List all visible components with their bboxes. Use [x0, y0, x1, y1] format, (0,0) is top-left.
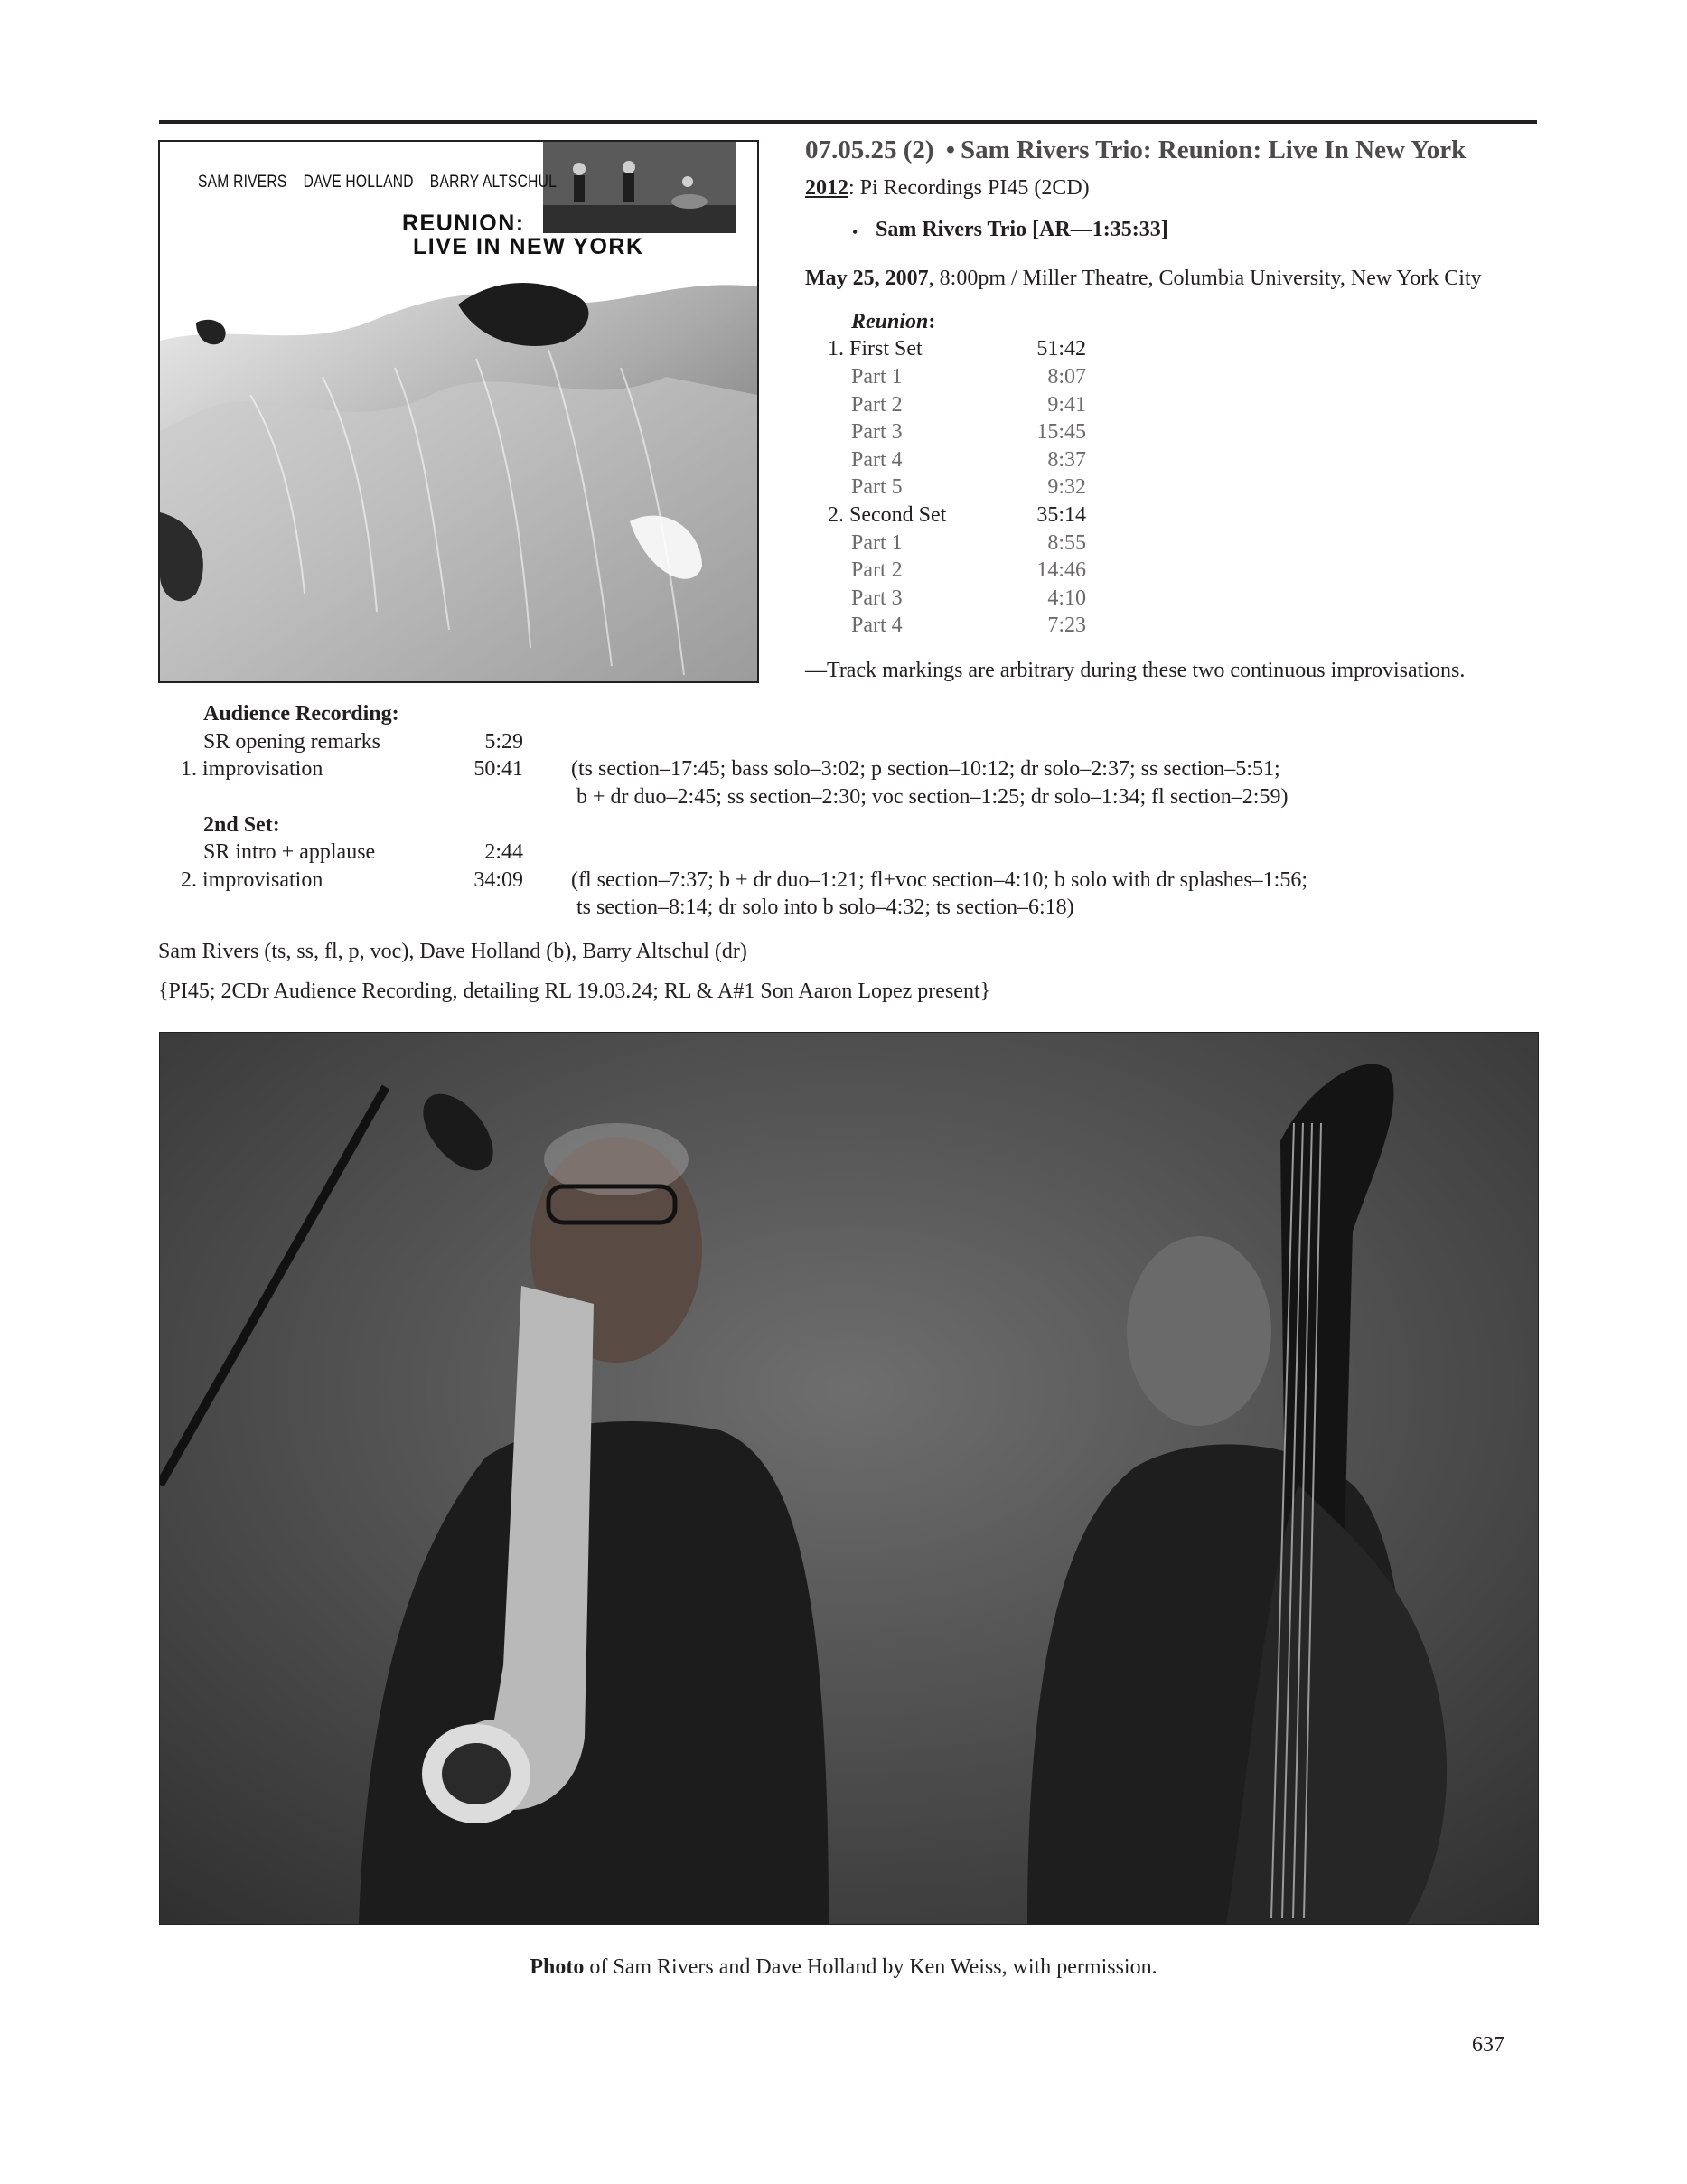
- caption-bold: Photo: [530, 1955, 585, 1979]
- entry-id: 07.05.25 (2): [805, 136, 934, 164]
- personnel-line: Sam Rivers (ts, ss, fl, p, voc), Dave Holland (b), Barry Altschul (dr): [158, 940, 747, 963]
- audience-row-detail: b + dr duo–2:45; ss section–2:30; voc section–1:25; dr solo–1:34; fl section–2:59): [576, 785, 1289, 809]
- set-label: 2. Second Set: [828, 503, 947, 527]
- set-label: 1. First Set: [828, 337, 923, 361]
- audience-row-time: 50:41: [473, 757, 523, 781]
- entry-title: Sam Rivers Trio: Reunion: Live In New York: [960, 136, 1467, 164]
- part-time: 8:07: [1047, 365, 1086, 389]
- tracklist-heading-text: Reunion: [851, 310, 929, 333]
- part-time: 7:23: [1047, 614, 1086, 637]
- entry-heading: [805, 136, 1466, 165]
- audience-row-detail: (ts section–17:45; bass solo–3:02; p section–10:12; dr solo–2:37; ss section–5:51;: [571, 757, 1280, 781]
- tracklist-heading: [851, 311, 935, 333]
- audience-row-detail: (fl section–7:37; b + dr duo–1:21; fl+voc section–4:10; b solo with dr splashes–1:56;: [571, 868, 1307, 892]
- part-label: Part 2: [851, 558, 903, 582]
- caption-text: of Sam Rivers and Dave Holland by Ken Weiss, with permission.: [584, 1955, 1157, 1979]
- venue: , 8:00pm / Miller Theatre, Columbia University, New York City: [928, 267, 1482, 290]
- audience-row-time: 5:29: [484, 730, 523, 754]
- audience-row-label: 2. improvisation: [181, 868, 323, 892]
- release-label: : Pi Recordings PI45 (2CD): [848, 176, 1090, 200]
- part-time: 9:32: [1047, 475, 1086, 499]
- cover-name: DAVE HOLLAND: [303, 173, 414, 192]
- part-time: 8:55: [1047, 531, 1086, 555]
- part-time: 9:41: [1047, 393, 1086, 417]
- part-time: 14:46: [1036, 558, 1086, 582]
- audience-row-label: SR intro + applause: [203, 840, 376, 864]
- page-number: 637: [1472, 2033, 1504, 2057]
- set2-heading: 2nd Set:: [203, 813, 280, 837]
- audience-row-time: 34:09: [473, 868, 523, 892]
- bullet-icon: •: [852, 223, 858, 241]
- part-label: Part 1: [851, 365, 903, 389]
- audience-row-detail: ts section–8:14; dr solo into b solo–4:32; ts section–6:18): [576, 895, 1074, 919]
- cover-name: BARRY ALTSCHUL: [429, 173, 558, 192]
- cover-name: SAM RIVERS: [198, 173, 287, 192]
- bullet: •: [945, 136, 955, 164]
- photo-caption: [0, 1956, 1687, 1978]
- part-label: Part 1: [851, 531, 903, 555]
- part-time: 15:45: [1036, 420, 1086, 444]
- part-time: 8:37: [1047, 448, 1086, 472]
- audience-heading: Audience Recording:: [203, 702, 399, 726]
- audience-row-label: SR opening remarks: [203, 730, 380, 754]
- audience-row-label: 1. improvisation: [181, 757, 323, 781]
- recording-date: May 25, 2007: [805, 267, 929, 290]
- cover-title-line1: REUNION:: [402, 211, 525, 236]
- concert-photo: [159, 1032, 1539, 1925]
- part-label: Part 4: [851, 448, 903, 472]
- source-note: {PI45; 2CDr Audience Recording, detailing RL 19.03.24; RL & A#1 Son Aaron Lopez present}: [158, 980, 991, 1003]
- part-label: Part 5: [851, 475, 903, 499]
- date-venue: [805, 267, 1482, 289]
- album-cover: [158, 140, 759, 683]
- cover-artist-names: [198, 173, 573, 192]
- release-line: [805, 177, 1090, 199]
- part-label: Part 3: [851, 420, 903, 444]
- part-label: Part 2: [851, 393, 903, 417]
- tracklist-note: —Track markings are arbitrary during these two continuous improvisations.: [805, 659, 1466, 682]
- top-rule: [159, 120, 1537, 124]
- cover-title-line2: LIVE IN NEW YORK: [413, 234, 644, 259]
- set-time: 51:42: [1036, 337, 1086, 361]
- release-year: 2012: [805, 176, 848, 200]
- audience-row-time: 2:44: [484, 840, 523, 864]
- part-label: Part 3: [851, 586, 903, 610]
- personnel-item: Sam Rivers Trio [AR—1:35:33]: [876, 218, 1168, 241]
- part-label: Part 4: [851, 614, 903, 637]
- part-time: 4:10: [1047, 586, 1086, 610]
- set-time: 35:14: [1036, 503, 1086, 527]
- tracklist-heading-colon: :: [928, 310, 936, 333]
